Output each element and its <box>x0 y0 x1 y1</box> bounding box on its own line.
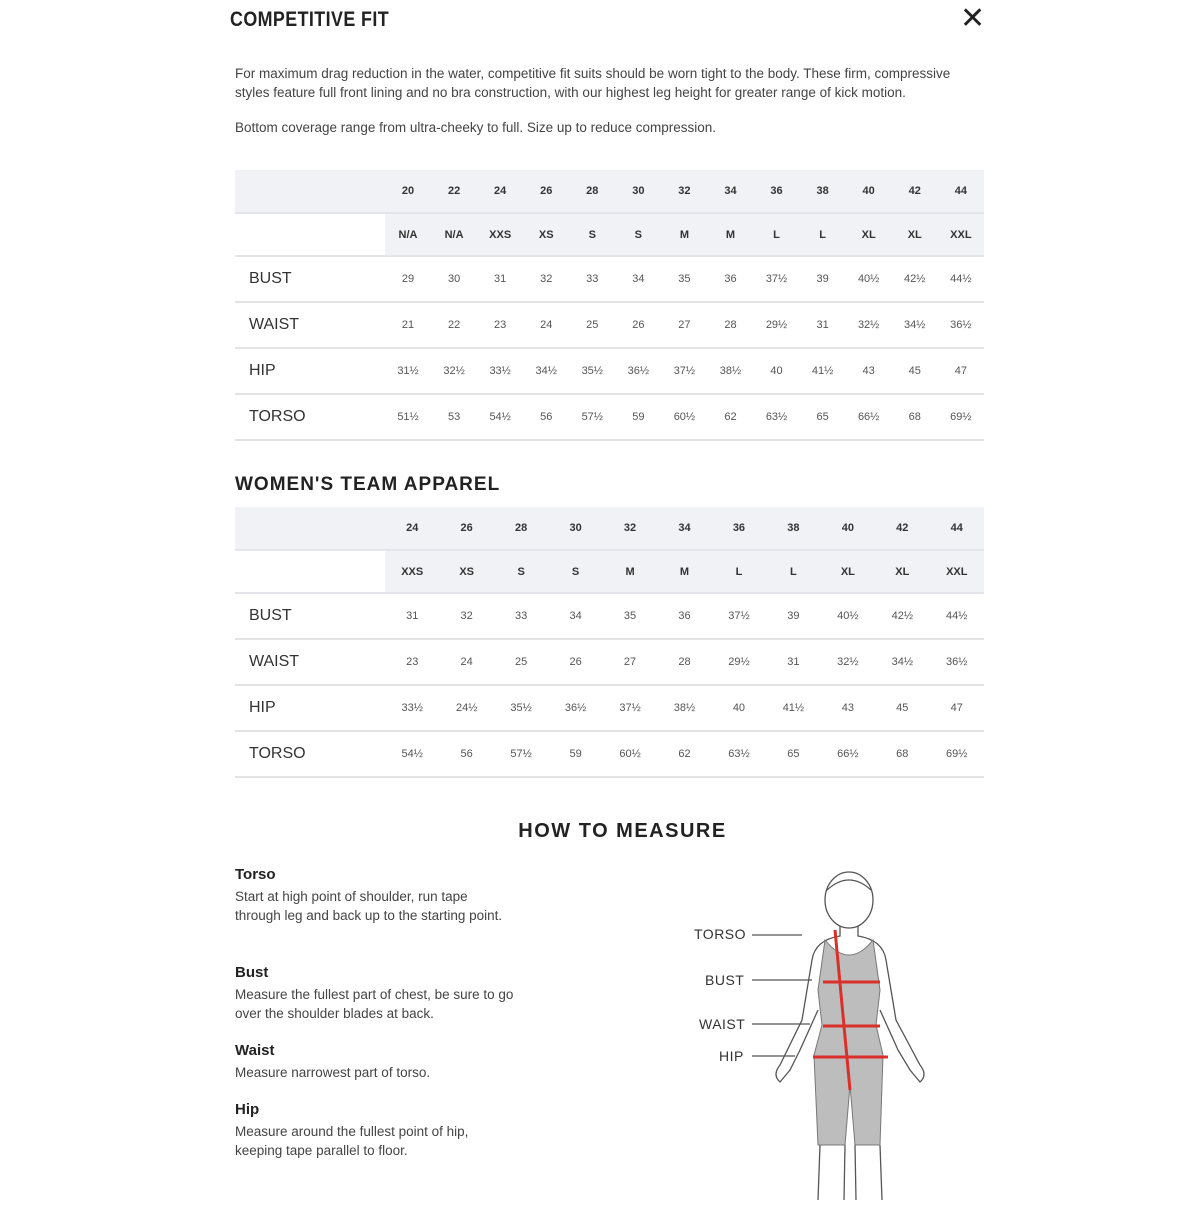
size-letter-row-cell: L <box>712 550 766 593</box>
size-number-row-cell: 26 <box>439 507 493 550</box>
size-letter-row-cell: M <box>657 550 711 593</box>
row-label: WAIST <box>235 302 385 348</box>
measurement-row-cell: 23 <box>477 302 523 348</box>
measurement-row-cell: 59 <box>548 731 602 777</box>
measurement-row-cell: 37½ <box>661 348 707 394</box>
measurement-row <box>235 256 984 302</box>
measurement-row-cell: 33½ <box>477 348 523 394</box>
size-letter-row-cell: S <box>615 213 661 256</box>
measurement-row-cell: 35 <box>603 593 657 639</box>
measurement-row-cell: 28 <box>707 302 753 348</box>
measurement-row-cell: 36½ <box>548 685 602 731</box>
size-number-row-cell: 38 <box>766 507 820 550</box>
how-to-measure-title: HOW TO MEASURE <box>518 820 727 842</box>
page-title: COMPETITIVE FIT <box>230 8 390 31</box>
measurement-row-cell: 36½ <box>615 348 661 394</box>
size-number-row-cell: 28 <box>569 170 615 213</box>
size-letter-row-cell: XXL <box>930 550 984 593</box>
measurement-row-cell: 69½ <box>930 731 984 777</box>
measurement-row-cell: 31 <box>385 593 439 639</box>
row-label <box>235 213 385 256</box>
row-label: HIP <box>235 348 385 394</box>
size-number-row-cell: 40 <box>846 170 892 213</box>
measurement-row-cell: 39 <box>800 256 846 302</box>
size-number-row-cell: 30 <box>615 170 661 213</box>
measurement-row-cell: 34½ <box>523 348 569 394</box>
measurement-row <box>235 639 984 685</box>
measurement-row-cell: 66½ <box>846 394 892 440</box>
measurement-row-cell: 25 <box>569 302 615 348</box>
size-letter-row-cell: XXS <box>477 213 523 256</box>
size-letter-row-cell: S <box>494 550 548 593</box>
size-letter-row-cell: M <box>603 550 657 593</box>
figure-label-waist: WAIST <box>699 1016 746 1032</box>
measurement-row-cell: 34 <box>615 256 661 302</box>
size-number-row <box>235 507 984 550</box>
measurement-row-cell: 33 <box>494 593 548 639</box>
measurement-row-cell: 34 <box>548 593 602 639</box>
size-number-row-cell: 34 <box>707 170 753 213</box>
size-number-row-cell: 36 <box>712 507 766 550</box>
row-label: HIP <box>235 685 385 731</box>
size-number-row-cell: 20 <box>385 170 431 213</box>
measurement-row-cell: 40½ <box>821 593 875 639</box>
size-letter-row-cell: N/A <box>431 213 477 256</box>
measurement-row-cell: 54½ <box>477 394 523 440</box>
measurement-row-cell: 37½ <box>712 593 766 639</box>
measurement-row-cell: 21 <box>385 302 431 348</box>
measure-text: Measure narrowest part of torso. <box>235 1065 431 1080</box>
measurement-row-cell: 43 <box>846 348 892 394</box>
measurement-row-cell: 65 <box>766 731 820 777</box>
measure-waist <box>235 1042 515 1082</box>
close-icon[interactable]: ✕ <box>960 2 986 35</box>
size-letter-row <box>235 213 984 256</box>
measurement-row-cell: 43 <box>821 685 875 731</box>
measurement-row-cell: 27 <box>603 639 657 685</box>
size-number-row-cell: 30 <box>548 507 602 550</box>
measurement-row-cell: 33½ <box>385 685 439 731</box>
measurement-row <box>235 348 984 394</box>
size-letter-row-cell: N/A <box>385 213 431 256</box>
size-letter-row-cell: XL <box>846 213 892 256</box>
measurement-row-cell: 68 <box>875 731 929 777</box>
measurement-row-cell: 39 <box>766 593 820 639</box>
measurement-row-cell: 35½ <box>569 348 615 394</box>
measurement-row-cell: 57½ <box>494 731 548 777</box>
measurement-row <box>235 394 984 440</box>
measurement-row-cell: 31½ <box>385 348 431 394</box>
measurement-row-cell: 40½ <box>846 256 892 302</box>
measurement-row-cell: 28 <box>657 639 711 685</box>
size-letter-row-cell: XXL <box>938 213 984 256</box>
measurement-row-cell: 57½ <box>569 394 615 440</box>
measurement-row-cell: 29 <box>385 256 431 302</box>
body-measurement-figure <box>680 860 960 1205</box>
measurement-row-cell: 42½ <box>892 256 938 302</box>
row-label <box>235 507 385 550</box>
measurement-row-cell: 32½ <box>846 302 892 348</box>
row-label: BUST <box>235 256 385 302</box>
measurement-row-cell: 36½ <box>930 639 984 685</box>
row-label: WAIST <box>235 639 385 685</box>
measurement-row-cell: 54½ <box>385 731 439 777</box>
figure-label-bust: BUST <box>705 972 745 988</box>
row-label: TORSO <box>235 394 385 440</box>
measurement-row-cell: 32 <box>439 593 493 639</box>
measurement-row-cell: 69½ <box>938 394 984 440</box>
measurement-row-cell: 31 <box>477 256 523 302</box>
size-number-row-cell: 42 <box>875 507 929 550</box>
size-number-row-cell: 24 <box>477 170 523 213</box>
measurement-row-cell: 32 <box>523 256 569 302</box>
measurement-row-cell: 22 <box>431 302 477 348</box>
measurement-row-cell: 36 <box>657 593 711 639</box>
measurement-row-cell: 47 <box>930 685 984 731</box>
measurement-row-cell: 32½ <box>431 348 477 394</box>
measurement-row-cell: 37½ <box>603 685 657 731</box>
measurement-row-cell: 47 <box>938 348 984 394</box>
size-letter-row-cell: XL <box>892 213 938 256</box>
measurement-row-cell: 63½ <box>754 394 800 440</box>
measurement-row <box>235 731 984 777</box>
size-number-row-cell: 34 <box>657 507 711 550</box>
measurement-row-cell: 56 <box>523 394 569 440</box>
measurement-row-cell: 25 <box>494 639 548 685</box>
measurement-row-cell: 34½ <box>892 302 938 348</box>
size-number-row-cell: 44 <box>938 170 984 213</box>
size-number-row <box>235 170 984 213</box>
size-letter-row-cell: L <box>754 213 800 256</box>
measurement-row-cell: 45 <box>875 685 929 731</box>
size-number-row-cell: 36 <box>754 170 800 213</box>
measurement-row-cell: 35 <box>661 256 707 302</box>
size-letter-row-cell: XL <box>875 550 929 593</box>
measure-torso <box>235 866 515 925</box>
measure-title: Waist <box>235 1042 275 1059</box>
size-number-row-cell: 40 <box>821 507 875 550</box>
measurement-row-cell: 29½ <box>712 639 766 685</box>
measurement-row-cell: 40 <box>712 685 766 731</box>
measurement-row-cell: 62 <box>657 731 711 777</box>
figure-label-hip: HIP <box>719 1048 744 1064</box>
size-letter-row-cell: M <box>661 213 707 256</box>
row-label: TORSO <box>235 731 385 777</box>
measurement-row <box>235 302 984 348</box>
measurement-row-cell: 31 <box>800 302 846 348</box>
competitive-size-table <box>235 170 984 441</box>
measurement-row-cell: 63½ <box>712 731 766 777</box>
measurement-row-cell: 62 <box>707 394 753 440</box>
measurement-row-cell: 38½ <box>707 348 753 394</box>
measurement-row-cell: 53 <box>431 394 477 440</box>
measurement-row-cell: 66½ <box>821 731 875 777</box>
measurement-row-cell: 24 <box>439 639 493 685</box>
intro-text <box>235 64 955 153</box>
measurement-row-cell: 68 <box>892 394 938 440</box>
team-size-table <box>235 507 984 778</box>
measurement-row-cell: 65 <box>800 394 846 440</box>
measurement-row-cell: 26 <box>548 639 602 685</box>
size-letter-row-cell: M <box>707 213 753 256</box>
measurement-row-cell: 35½ <box>494 685 548 731</box>
measure-text: Start at high point of shoulder, run tape through leg and back up to the starting point. <box>235 889 503 923</box>
size-letter-row-cell: L <box>800 213 846 256</box>
measure-title: Torso <box>235 866 276 883</box>
row-label <box>235 170 385 213</box>
size-number-row-cell: 24 <box>385 507 439 550</box>
size-number-row-cell: 28 <box>494 507 548 550</box>
size-number-row-cell: 22 <box>431 170 477 213</box>
measure-hip <box>235 1101 515 1160</box>
measurement-row-cell: 38½ <box>657 685 711 731</box>
measurement-row-cell: 41½ <box>766 685 820 731</box>
intro-paragraph: For maximum drag reduction in the water, competitive fit suits should be worn tight to the body. These firm, compressive styles feature full front lining and no bra construction, with our highest leg height for greater range of kick motion. <box>235 66 951 100</box>
measure-title: Hip <box>235 1101 260 1118</box>
size-letter-row-cell: XS <box>523 213 569 256</box>
measurement-row-cell: 56 <box>439 731 493 777</box>
measurement-row-cell: 59 <box>615 394 661 440</box>
measurement-row-cell: 36 <box>707 256 753 302</box>
measurement-row-cell: 24½ <box>439 685 493 731</box>
measurement-row-cell: 24 <box>523 302 569 348</box>
measurement-row-cell: 45 <box>892 348 938 394</box>
size-letter-row-cell: XL <box>821 550 875 593</box>
measurement-row-cell: 60½ <box>661 394 707 440</box>
size-number-row-cell: 42 <box>892 170 938 213</box>
measure-bust <box>235 964 515 1023</box>
measurement-row-cell: 44½ <box>938 256 984 302</box>
measurement-row-cell: 40 <box>754 348 800 394</box>
measurement-row-cell: 41½ <box>800 348 846 394</box>
row-label: BUST <box>235 593 385 639</box>
measurement-row-cell: 30 <box>431 256 477 302</box>
measurement-row <box>235 593 984 639</box>
measure-text: Measure around the fullest point of hip, keeping tape parallel to floor. <box>235 1124 469 1158</box>
size-letter-row-cell: S <box>548 550 602 593</box>
measurement-row-cell: 60½ <box>603 731 657 777</box>
measurement-row <box>235 685 984 731</box>
intro-paragraph: Bottom coverage range from ultra-cheeky to full. Size up to reduce compression. <box>235 120 716 135</box>
size-number-row-cell: 38 <box>800 170 846 213</box>
measure-text: Measure the fullest part of chest, be sure to go over the shoulder blades at back. <box>235 987 514 1021</box>
measure-title: Bust <box>235 964 269 981</box>
measurement-row-cell: 51½ <box>385 394 431 440</box>
row-label <box>235 550 385 593</box>
size-letter-row-cell: L <box>766 550 820 593</box>
team-apparel-title: WOMEN'S TEAM APPAREL <box>235 474 501 495</box>
size-letter-row-cell: XS <box>439 550 493 593</box>
measurement-row-cell: 34½ <box>875 639 929 685</box>
measurement-row-cell: 33 <box>569 256 615 302</box>
measurement-row-cell: 32½ <box>821 639 875 685</box>
size-number-row-cell: 32 <box>661 170 707 213</box>
size-letter-row <box>235 550 984 593</box>
size-letter-row-cell: S <box>569 213 615 256</box>
size-letter-row-cell: XXS <box>385 550 439 593</box>
size-number-row-cell: 44 <box>930 507 984 550</box>
size-number-row-cell: 26 <box>523 170 569 213</box>
measurement-row-cell: 27 <box>661 302 707 348</box>
measurement-row-cell: 23 <box>385 639 439 685</box>
measurement-row-cell: 31 <box>766 639 820 685</box>
size-number-row-cell: 32 <box>603 507 657 550</box>
figure-label-torso: TORSO <box>694 926 747 942</box>
measurement-row-cell: 42½ <box>875 593 929 639</box>
measurement-row-cell: 26 <box>615 302 661 348</box>
measurement-row-cell: 37½ <box>754 256 800 302</box>
measurement-row-cell: 44½ <box>930 593 984 639</box>
measurement-row-cell: 29½ <box>754 302 800 348</box>
measurement-row-cell: 36½ <box>938 302 984 348</box>
